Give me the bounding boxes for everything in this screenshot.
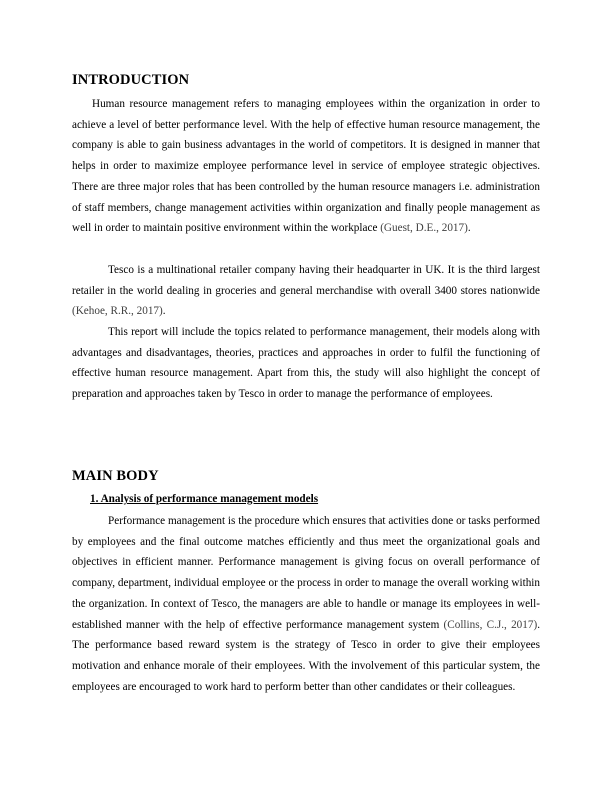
paragraph-text-continued: . The performance based reward system is the strategy of Tesco in order to give their employees motivation and enhance morale of their employees. With the involvement of this particular system, the employees are encouraged to work hard to perform better than other candidates or their colleagues.	[72, 618, 540, 693]
paragraph-text: Tesco is a multinational retailer company having their headquarter in UK. It is the third largest retailer in the world dealing in groceries and general merchandise with overall 3400 stores nationwide	[72, 264, 540, 297]
paragraph-text: Performance management is the procedure which ensures that activities done or tasks performed by employees and the final outcome matches efficiently and thus meet the organizational goals and objectives in efficient manner. Performance management is giving focus on overall performance of company, department, individual employee or the process in order to manage the overall working within the organization. In context of Tesco, the managers are able to handle or manage its employees in well-established manner with the help of effective performance management system	[72, 515, 540, 631]
citation: (Collins, C.J., 2017)	[443, 618, 538, 631]
subsection-heading: 1. Analysis of performance management models	[90, 493, 319, 505]
intro-paragraph-3	[72, 322, 540, 405]
citation: (Guest, D.E., 2017)	[380, 222, 468, 235]
paragraph-tail: .	[162, 305, 166, 318]
citation: (Kehoe, R.R., 2017)	[72, 305, 163, 318]
main-body-paragraph	[72, 511, 540, 697]
intro-paragraph-2	[72, 260, 540, 322]
intro-paragraph-1	[72, 94, 540, 239]
paragraph-tail: .	[467, 222, 471, 235]
introduction-heading: INTRODUCTION	[72, 72, 190, 88]
paragraph-text: This report will include the topics related to performance management, their models along with advantages and disadvantages, theories, practices and approaches in order to fulfil the functioning of effective human resource management. Apart from this, the study will also highlight the concept of preparation and approaches taken by Tesco in order to manage the performance of employees.	[72, 326, 540, 401]
paragraph-text: Human resource management refers to managing employees within the organization in order to achieve a level of better performance level. With the help of effective human resource management, the company is able to gain business advantages in the world of competitors. It is designed in manner that helps in order to maximize employee performance level in service of employee strategic objectives. There are three major roles that has been controlled by the human resource managers i.e. administration of staff members, change management activities within organization and finally people management as well in order to maintain positive environment within the workplace	[72, 98, 540, 235]
main-body-heading: MAIN BODY	[72, 468, 159, 484]
